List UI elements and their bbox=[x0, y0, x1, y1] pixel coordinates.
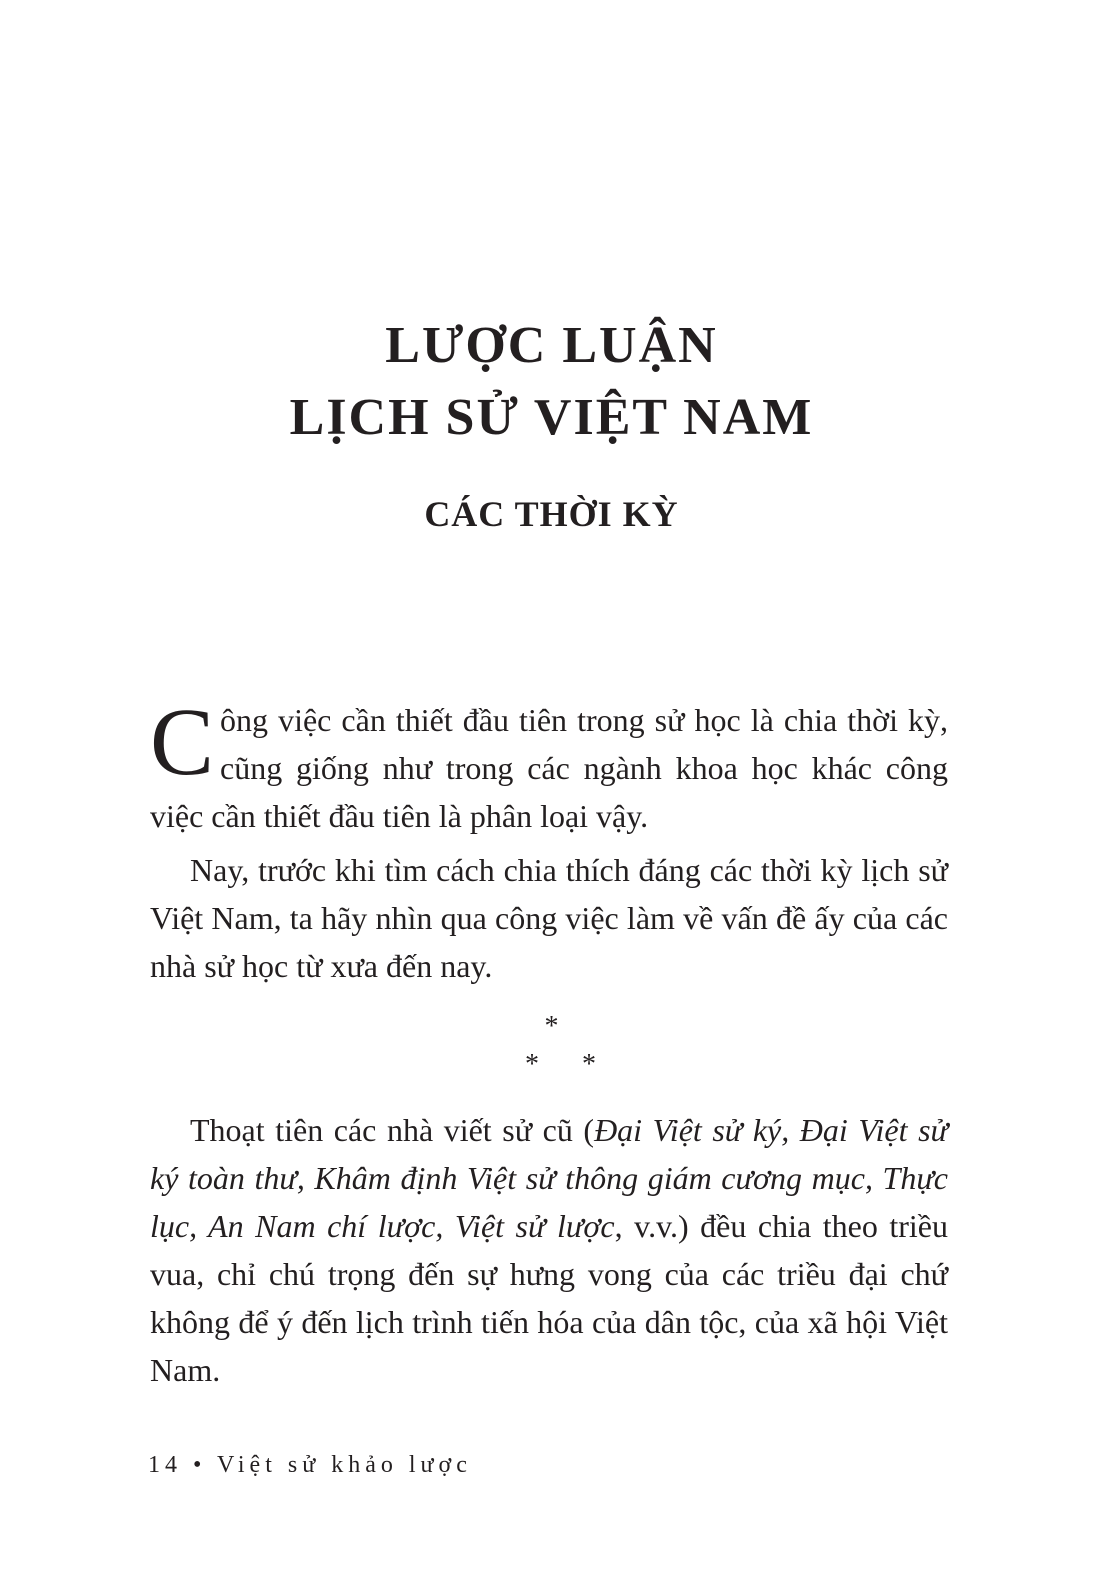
chapter-title-line-1: LƯỢC LUẬN bbox=[385, 317, 718, 374]
paragraph-3-intro: Thoạt tiên các nhà viết sử cũ ( bbox=[190, 1112, 595, 1148]
paragraph-2-text: Nay, trước khi tìm cách chia thích đáng các thời kỳ lịch sử Việt Nam, ta hãy nhìn qua công việc làm về vấn đề ấy của các nhà sử học từ xưa đến nay. bbox=[150, 852, 948, 984]
separator-star-top: * bbox=[544, 1011, 559, 1042]
paragraph-3-rest: , v.v.) đều chia theo triều vua, chỉ chú trọng đến sự hưng vong của các triều đại chứ không để ý đến lịch trình tiến hóa của dân tộc, của xã hội Việt Nam. bbox=[150, 1208, 949, 1388]
page-footer bbox=[148, 1450, 472, 1480]
section-subtitle: CÁC THỜI KỲ bbox=[424, 494, 679, 534]
footer-bullet: • bbox=[193, 1452, 207, 1478]
drop-cap: C bbox=[150, 688, 215, 795]
paragraph-3 bbox=[150, 1106, 948, 1394]
paragraph-2 bbox=[150, 846, 948, 990]
paragraph-1-text: ông việc cần thiết đầu tiên trong sử học là chia thời kỳ, cũng giống như trong các ngành khoa học khác công việc cần thiết đầu tiên là phân loại vậy. bbox=[150, 702, 948, 834]
page-number: 14 bbox=[148, 1452, 182, 1478]
chapter-title-line-2: LỊCH SỬ VIỆT NAM bbox=[289, 389, 814, 446]
paragraph-3-works: Đại Việt sử ký, Đại Việt sử ký toàn thư, Khâm định Việt sử thông giám cương mục, Thực lục, An Nam chí lược, Việt sử lược bbox=[150, 1112, 949, 1244]
running-book-title: Việt sử khảo lược bbox=[216, 1452, 472, 1478]
separator-star-bottom: * * bbox=[525, 1049, 614, 1080]
paragraph-1 bbox=[150, 688, 948, 840]
